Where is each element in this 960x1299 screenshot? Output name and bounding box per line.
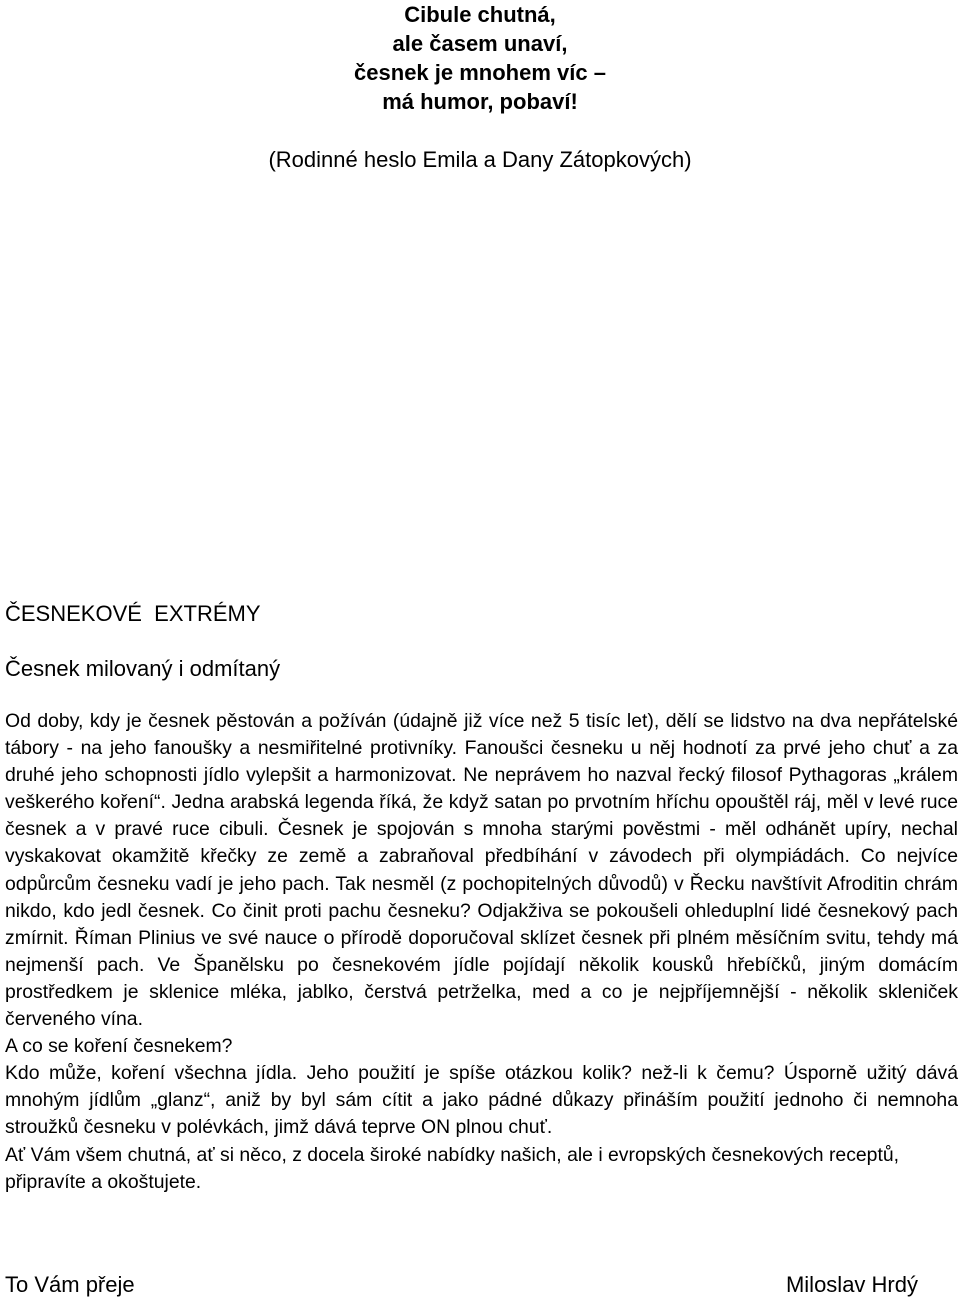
poem-line: ale časem unaví, [392,31,568,56]
poem-line: Cibule chutná, [404,2,556,27]
paragraph: Kdo může, koření všechna jídla. Jeho použití je spíše otázkou kolik? než-li k čemu? Úsporně užitý dává mnohým jídlům „glanz“, aniž by byl sám cítit a jako pádné důkazy přináším použití jednoho či nemnoha stroužků česneku v polévkách, jimž dává teprve ON plnou chuť. [5,1062,958,1139]
poem-line: má humor, pobaví! [382,89,578,114]
author-signature: Miloslav Hrdý [785,1272,918,1297]
paragraph: Ať Vám všem chutná, ať si něco, z docela široké nabídky našich, ale i evropských česnekových receptů, připravíte a okoštujete. [5,1143,900,1193]
closing-greeting: To Vám přeje [5,1272,135,1297]
motto: (Rodinné heslo Emila a Dany Zátopkových) [268,147,692,172]
paragraph: A co se koření česnekem? [5,1035,233,1058]
subtitle: Česnek milovaný i odmítaný [5,656,281,681]
poem [0,0,960,116]
page-title: ČESNEKOVÉ EXTRÉMY [5,601,261,626]
poem-line: česnek je mnohem víc – [354,60,606,85]
body-text [5,708,958,1196]
paragraph: Od doby, kdy je česnek pěstován a požíván (údajně již více než 5 tisíc let), dělí se lidstvo na dva nepřátelské tábory - na jeho fanoušky a nesmiřitelné protivníky. Fanoušci česneku u něj hodnotí za prvé jeho chuť a za druhé jeho schopnosti jídlo vylepšit a harmonizovat. Ne neprávem ho nazval řecký filosof Pythagoras „králem veškerého koření“. Jedna arabská legenda říká, že když satan po prvotním hříchu opouštěl ráj, měl v levé ruce česnek a v pravé ruce cibuli. Česnek je spojován s mnoha starými pověstmi - měl odhánět upíry, nechal vyskakovat okamžitě křečky ze země a zabraňoval předbíhání v závodech při olympiádách. Co nejvíce odpůrcům česneku vadí je jeho pach. Tak nesměl (z pochopitelných důvodů) v Řecku navštívit Afroditin chrám nikdo, kdo jedl česnek. Co činit proti pachu česneku? Odjakživa se pokoušeli ohleduplní lidé česnekový pach zmírnit. Říman Plinius ve své nauce o přírodě doporučoval sklízet česnek při plném měsíčním svitu, tehdy má nejmenší pach. Ve Španělsku po česnekovém jídle pojídají několik kousků hřebíčků, jiným domácím prostředkem je sklenice mléka, jablko, čerstvá petrželka, med a co je nejpříjemnější - několik skleniček červeného vína. [5,710,958,1031]
